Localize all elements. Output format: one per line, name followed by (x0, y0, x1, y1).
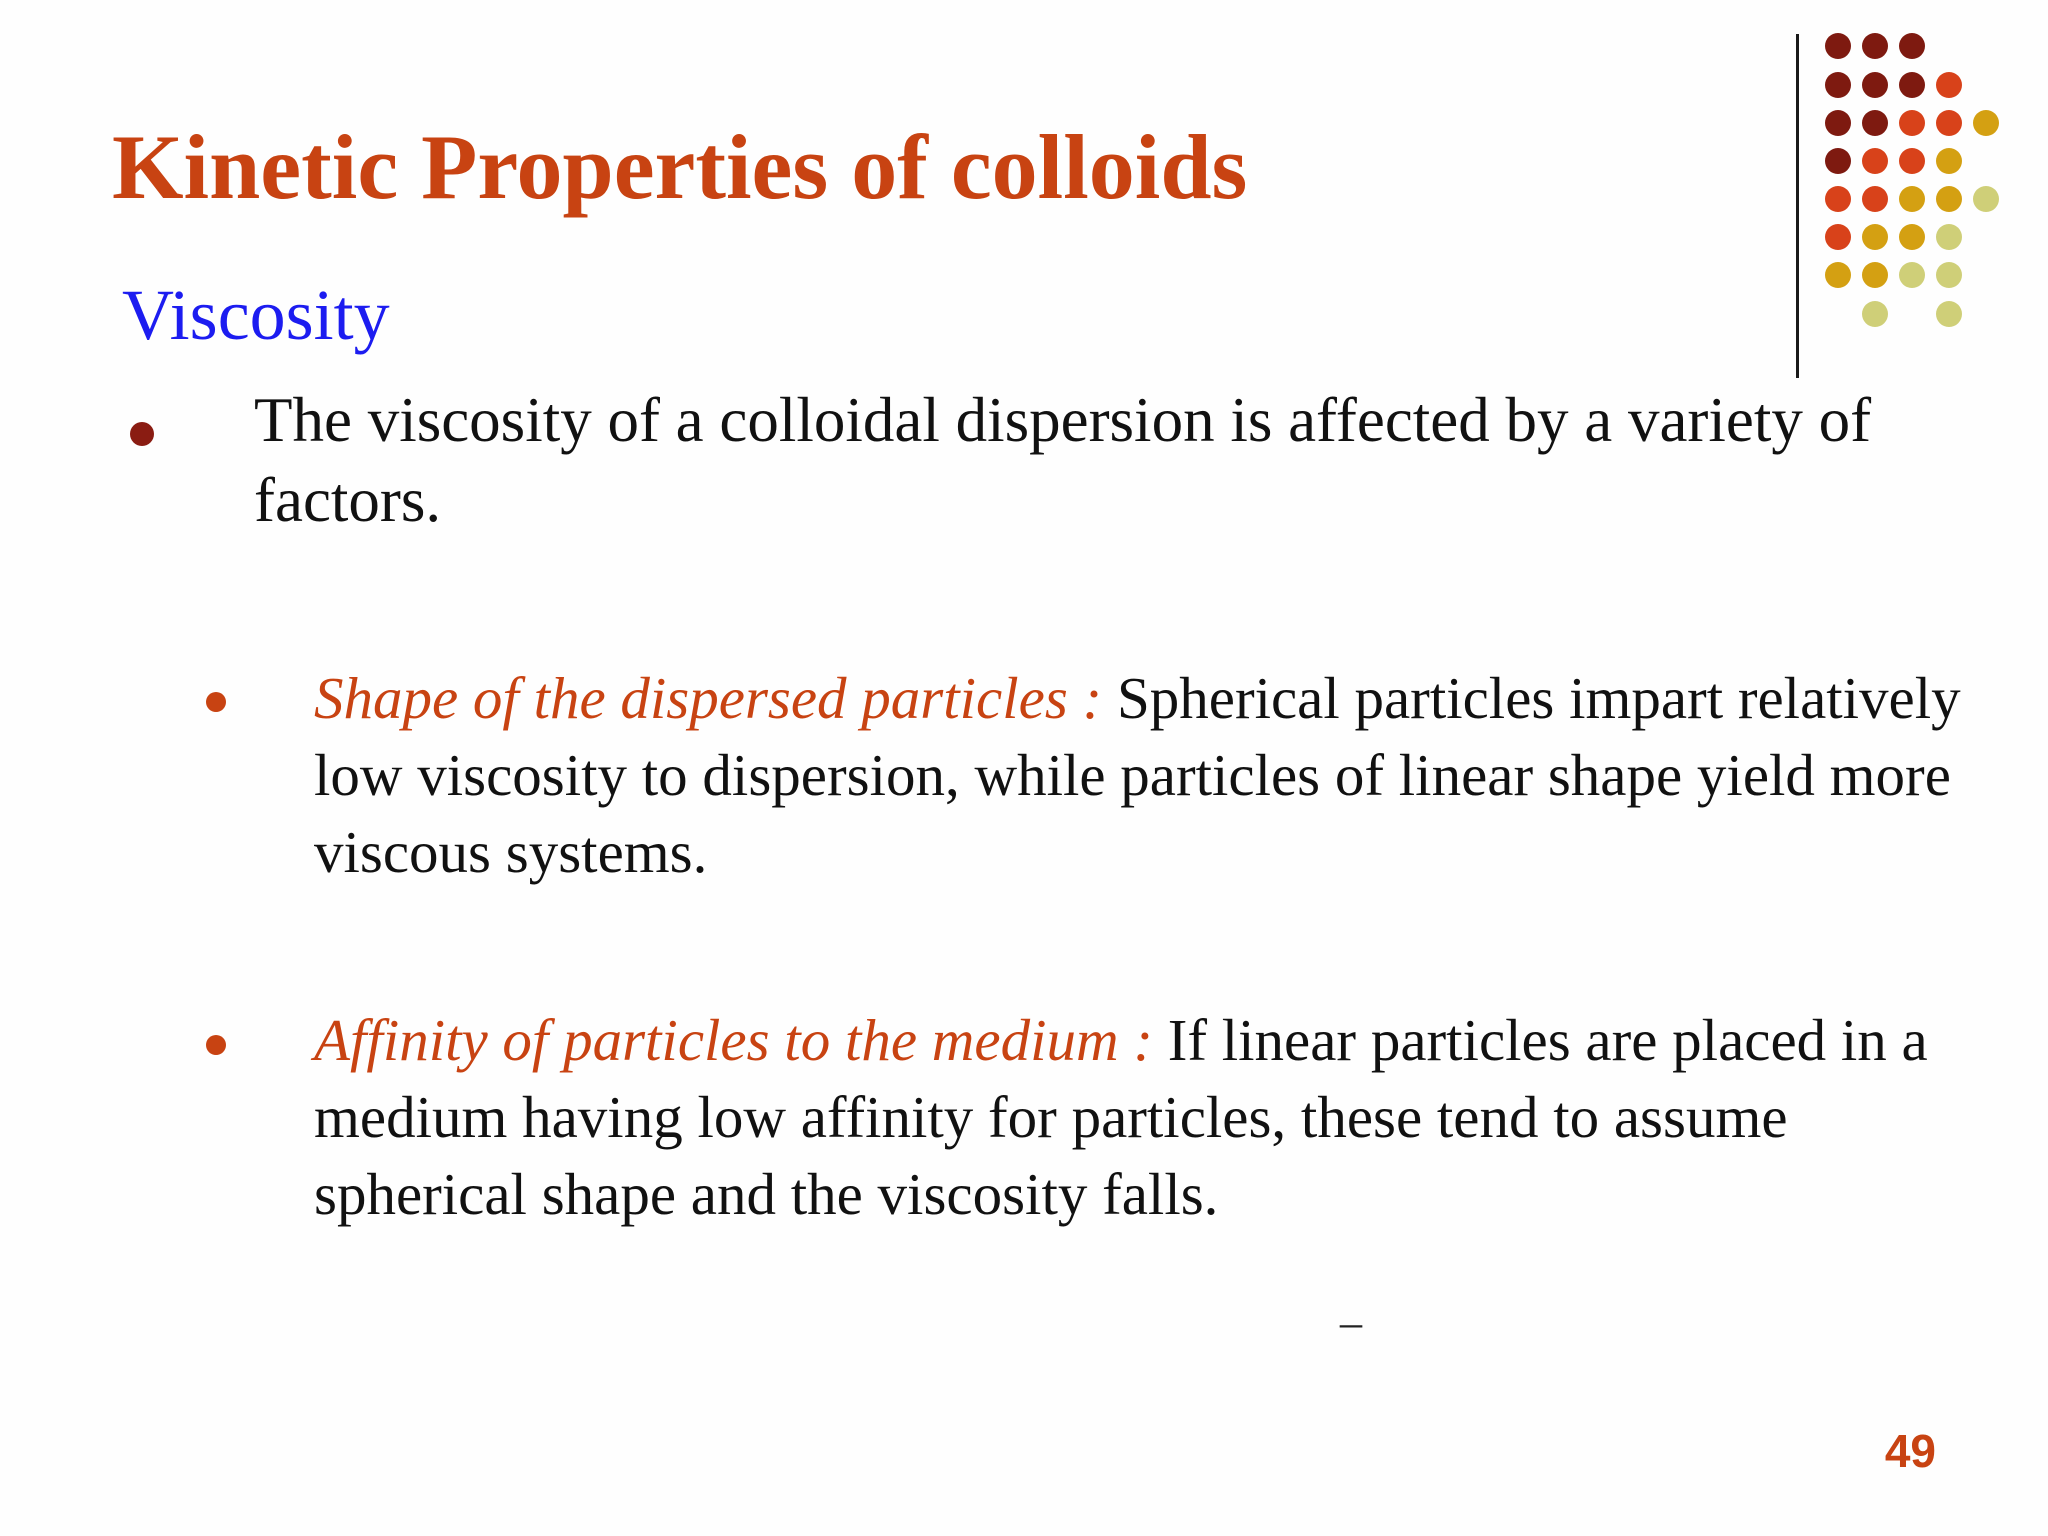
dot (1825, 186, 1851, 212)
dot (1825, 110, 1851, 136)
dot (1899, 262, 1925, 288)
dot (1973, 110, 1999, 136)
dot (1936, 148, 1962, 174)
dot (1899, 148, 1925, 174)
factor-term: Affinity of particles to the medium : (314, 1007, 1153, 1073)
dot (1862, 110, 1888, 136)
factor-item (314, 1002, 1974, 1233)
dot (1862, 301, 1888, 327)
dot (1825, 148, 1851, 174)
dot (1825, 72, 1851, 98)
dot (1862, 33, 1888, 59)
dot (1936, 262, 1962, 288)
dot (1936, 224, 1962, 250)
factor-item (314, 660, 1974, 891)
factor-term: Shape of the dispersed particles : (314, 665, 1103, 731)
dot (1862, 148, 1888, 174)
dot (1862, 262, 1888, 288)
factor-description: If linear particles are placed in a medium having low affinity for particles, these tend to assume spherical shape and the viscosity falls. (314, 1007, 1928, 1227)
dot (1973, 186, 1999, 212)
dot (1936, 72, 1962, 98)
decorative-dot-grid (1820, 28, 2036, 348)
bullet-icon (130, 422, 154, 446)
bullet-icon (206, 1035, 226, 1055)
dot (1899, 33, 1925, 59)
dot (1862, 224, 1888, 250)
dot (1936, 301, 1962, 327)
dot (1825, 224, 1851, 250)
bullet-icon (206, 692, 226, 712)
dot (1862, 72, 1888, 98)
main-point-text: The viscosity of a colloidal dispersion is affected by a variety of factors. (254, 385, 1872, 535)
dot (1899, 186, 1925, 212)
page-number: 49 (1884, 1425, 1936, 1477)
dot (1825, 262, 1851, 288)
factor-description: Spherical particles impart relatively low viscosity to dispersion, while particles of linear shape yield more viscous systems. (314, 665, 1961, 885)
slide-title: Kinetic Properties of colloids (112, 116, 1248, 218)
dot (1899, 110, 1925, 136)
dot (1899, 72, 1925, 98)
vertical-divider (1796, 34, 1799, 378)
section-heading: Viscosity (122, 275, 390, 355)
dot (1862, 186, 1888, 212)
dot (1825, 33, 1851, 59)
dot (1936, 110, 1962, 136)
stray-mark: _ (1340, 1283, 1362, 1332)
dot (1899, 224, 1925, 250)
dot (1936, 186, 1962, 212)
